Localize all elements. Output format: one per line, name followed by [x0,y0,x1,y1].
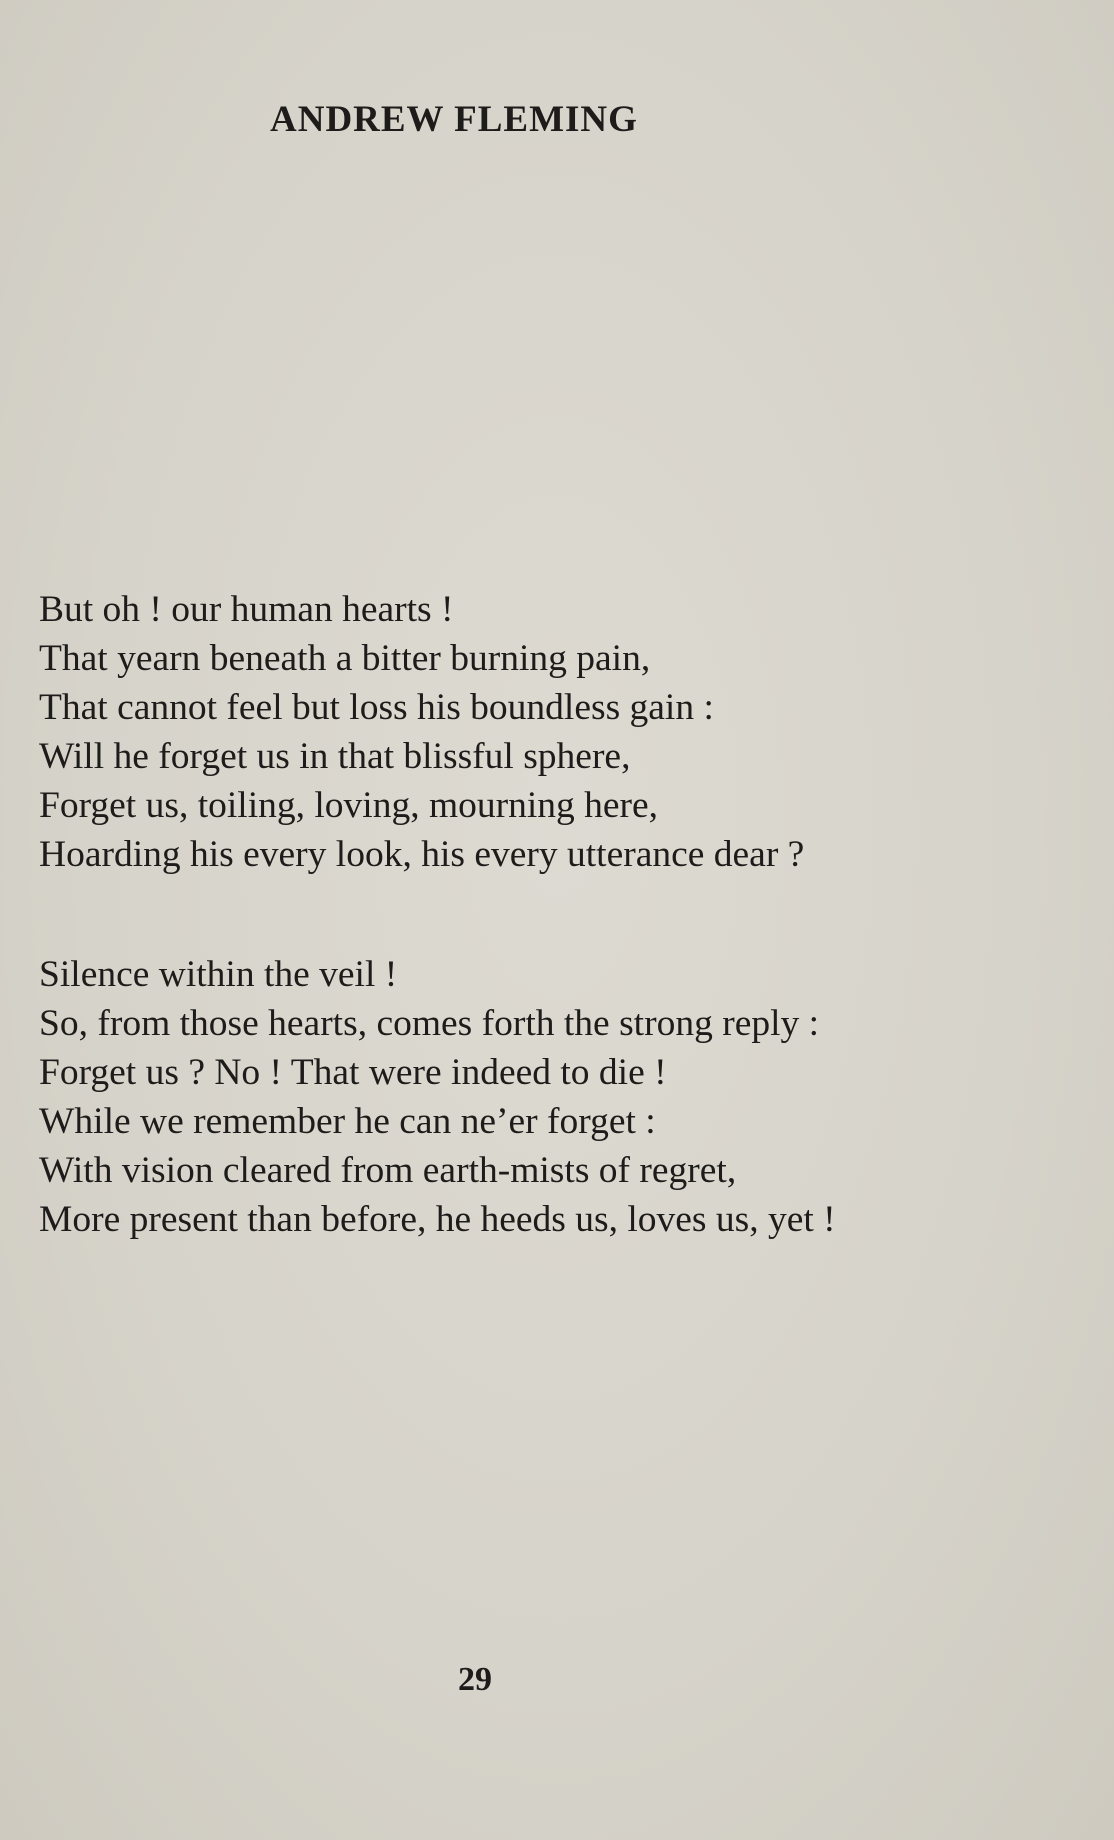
poem-line: That yearn beneath a bitter burning pain, [39,638,651,679]
poem-line: More present than before, he heeds us, loves us, yet ! [39,1199,836,1240]
poem-line: While we remember he can ne’er forget : [39,1101,656,1142]
poem-line: But oh ! our human hearts ! [39,589,454,630]
poem-line: So, from those hearts, comes forth the strong reply : [39,1003,820,1044]
poem-line: Forget us ? No ! That were indeed to die ! [39,1052,667,1093]
poem-line: Will he forget us in that blissful sphere, [39,736,631,777]
poem-line: That cannot feel but loss his boundless gain : [39,687,714,728]
poem-line: Hoarding his every look, his every utterance dear ? [39,834,805,875]
running-head: ANDREW FLEMING [270,99,638,140]
stanza-2 [39,950,836,1244]
page-number: 29 [458,1661,492,1698]
stanza-1 [39,585,836,879]
poem-line: Silence within the veil ! [39,954,398,995]
poem-line: Forget us, toiling, loving, mourning here, [39,785,659,826]
poem-line: With vision cleared from earth-mists of regret, [39,1150,737,1191]
poem [39,585,836,1244]
